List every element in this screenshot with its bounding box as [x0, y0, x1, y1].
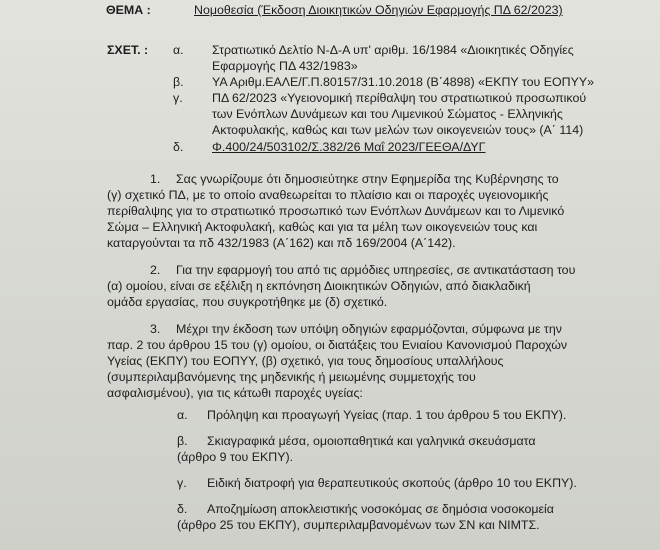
subitem-a-letter: α.: [177, 408, 188, 422]
para-1-number: 1.: [150, 172, 161, 186]
ref-b-line: ΥΑ Αριθμ.ΕΑΛΕ/Γ.Π.80157/31.10.2018 (Β΄4898) «ΕΚΠΥ του ΕΟΠΥΥ»: [212, 75, 594, 89]
subitem-d-line: Αποζημίωση αποκλειστικής νοσοκόμας σε δημόσια νοσοκομεία: [207, 502, 554, 516]
subitem-d-line: (άρθρο 25 του ΕΚΠΥ), συμπεριλαμβανομένων των ΣΝ και ΝΙΜΤΣ.: [177, 518, 540, 532]
ref-d-line: Φ.400/24/503102/Σ.382/26 Μαΐ 2023/ΓΕΕΘΑ/ΔΥΓ: [212, 140, 486, 154]
para-3-line: παρ. 2 του άρθρου 15 του (γ) ομοίου, οι διατάξεις του Ενιαίου Κανονισμού Παροχών: [107, 338, 568, 352]
subitem-c-letter: γ.: [177, 476, 187, 490]
para-1-line: (γ) σχετικό ΠΔ, με το οποίο αναθεωρείται το πλαίσιο και οι παροχές υγειονομικής: [107, 188, 549, 202]
para-2-line: ομάδα εργασίας, που συγκροτήθηκε με (δ) σχετικό.: [107, 295, 388, 309]
para-2-line: Για την εφαρμογή του από τις αρμόδιες υπηρεσίες, σε αντικατάσταση του: [176, 263, 576, 277]
para-3-line: ασφαλισμένου), για τις κάτωθι παροχές υγείας:: [107, 386, 363, 400]
subitem-b-letter: β.: [177, 434, 188, 448]
para-2-line: (α) ομοίου, είναι σε εξέλιξη η εκπόνηση Διοικητικών Οδηγιών, από διακλαδική: [107, 279, 531, 293]
ref-a-line: Στρατιωτικό Δελτίο Ν-Δ-Α υπ' αριθμ. 16/1984 «Διοικητικές Οδηγίες: [212, 43, 574, 57]
ref-d-letter: δ.: [173, 140, 184, 154]
ref-c-line: των Ενόπλων Δυνάμεων και του Λιμενικού Σώματος - Ελληνικής: [212, 107, 563, 121]
para-3-line: Υγείας (ΕΚΠΥ) του ΕΟΠΥΥ, (β) σχετικό, για τους δημοσίους υπαλλήλους: [107, 354, 504, 368]
ref-b-letter: β.: [173, 75, 184, 89]
para-1-line: Σας γνωρίζουμε ότι δημοσιεύτηκε στην Εφημερίδα της Κυβέρνησης το: [176, 172, 559, 186]
para-3-line: Μέχρι την έκδοση των υπόψη οδηγιών εφαρμόζονται, σύμφωνα με την: [176, 322, 562, 336]
para-1-line: Σώμα – Ελληνική Ακτοφυλακή, καθώς και για τα μέλη των οικογενειών τους και: [107, 220, 538, 234]
subitem-a-line: Πρόληψη και προαγωγή Υγείας (παρ. 1 του άρθρου 5 του ΕΚΠΥ).: [207, 408, 567, 422]
subitem-c-line: Ειδική διατροφή για θεραπευτικούς σκοπούς (άρθρο 10 του ΕΚΠΥ).: [207, 476, 577, 490]
ref-c-line: Ακτοφυλακής, καθώς και των μελών των οικογενειών τους» (Α΄ 114): [212, 123, 584, 137]
subject-text: Νομοθεσία (Έκδοση Διοικητικών Οδηγιών Εφαρμογής ΠΔ 62/2023): [194, 3, 563, 17]
subitem-d-letter: δ.: [177, 502, 188, 516]
para-3-line: (συμπεριλαμβανόμενης της μηδενικής ή μειωμένης συμμετοχής του: [107, 370, 476, 384]
subject-label: ΘΕΜΑ :: [106, 3, 151, 17]
subitem-b-line: (άρθρο 9 του ΕΚΠΥ).: [177, 450, 294, 464]
ref-a-letter: α.: [173, 43, 184, 57]
para-3-number: 3.: [150, 322, 161, 336]
ref-a-line: Εφαρμογής ΠΔ 432/1983»: [212, 59, 358, 73]
ref-c-line: ΠΔ 62/2023 «Υγειονομική περίθαλψη του στρατιωτικού προσωπικού: [212, 91, 587, 105]
subitem-b-line: Σκιαγραφικά μέσα, ομοιοπαθητικά και γαληνικά σκευάσματα: [207, 434, 536, 448]
para-2-number: 2.: [150, 263, 161, 277]
para-1-line: περίθαλψης για το στρατιωτικό προσωπικό των Ενόπλων Δυνάμεων και το Λιμενικό: [107, 204, 565, 218]
ref-c-letter: γ.: [173, 91, 183, 105]
para-1-line: καταργούνται τα πδ 432/1983 (Α΄162) και πδ 169/2004 (Α΄142).: [107, 236, 456, 250]
references-label: ΣΧΕΤ. :: [107, 43, 149, 57]
